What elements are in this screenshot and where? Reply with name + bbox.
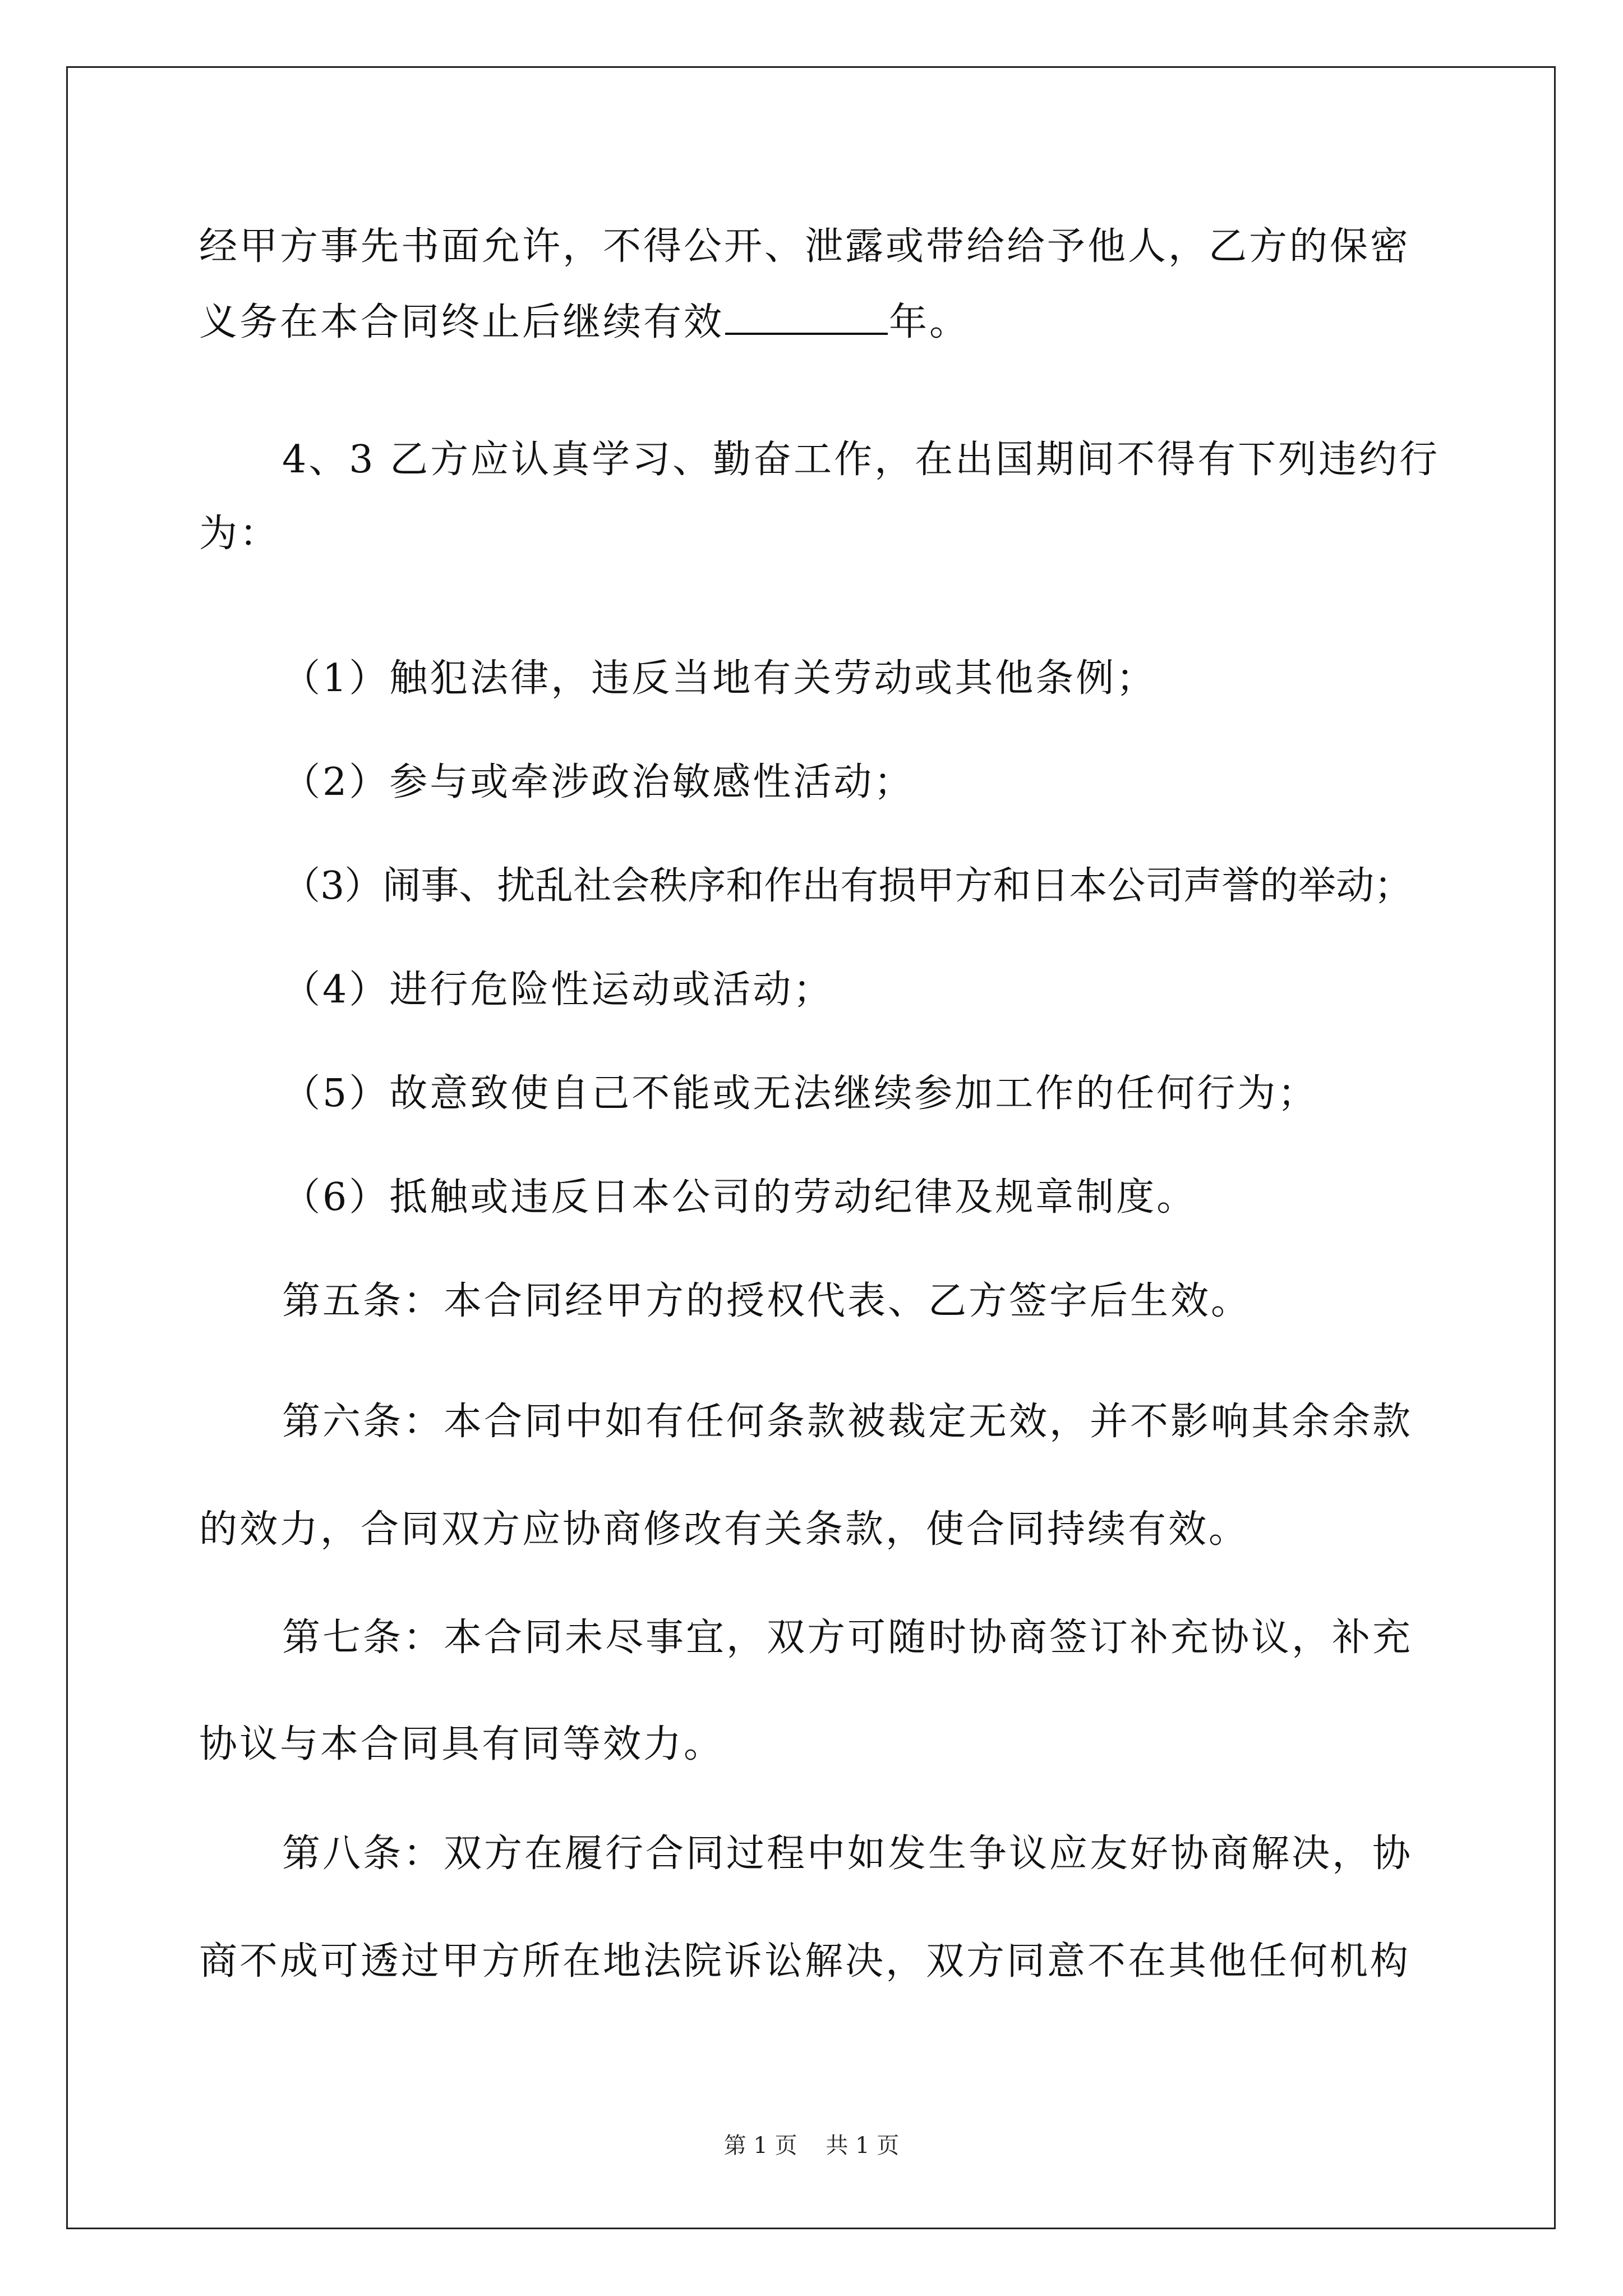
paragraph-line: 协议与本合同具有同等效力。 <box>199 1722 725 1766</box>
list-item: （1）触犯法律，违反当地有关劳动或其他条例； <box>282 656 1157 701</box>
paragraph-line: 的效力，合同双方应协商修改有关条款，使合同持续有效。 <box>199 1507 1249 1552</box>
page-footer: 第 1 页 共 1 页 <box>723 2133 900 2159</box>
fill-in-blank <box>725 300 888 335</box>
paragraph-line <box>199 300 970 345</box>
list-item: （4）进行危险性运动或活动； <box>282 968 834 1012</box>
list-item: （5）故意致使自己不能或无法继续参加工作的任何行为； <box>282 1071 1318 1116</box>
paragraph-line: 第五条：本合同经甲方的授权代表、乙方签字后生效。 <box>282 1279 1252 1323</box>
page-border <box>66 66 1556 2229</box>
line-text: 义务在本合同终止后继续有效 <box>199 300 725 344</box>
paragraph-line: 为： <box>199 512 280 556</box>
list-item: （2）参与或牵涉政治敏感性活动； <box>282 760 915 804</box>
paragraph-line: 第六条：本合同中如有任何条款被裁定无效，并不影响其余余款 <box>282 1400 1413 1444</box>
line-text: 年。 <box>889 300 970 344</box>
paragraph-line: 第七条：本合同未尽事宜，双方可随时协商签订补充协议，补充 <box>282 1616 1413 1660</box>
list-item: （3）闹事、扰乱社会秩序和作出有损甲方和日本公司声誉的举动； <box>282 864 1413 908</box>
paragraph-line: 4、3 乙方应认真学习、勤奋工作，在出国期间不得有下列违约行 <box>282 438 1440 482</box>
paragraph-line: 第八条：双方在履行合同过程中如发生争议应友好协商解决，协 <box>282 1832 1413 1876</box>
paragraph-line: 经甲方事先书面允许，不得公开、泄露或带给给予他人，乙方的保密 <box>199 224 1411 269</box>
paragraph-line: 商不成可透过甲方所在地法院诉讼解决，双方同意不在其他任何机构 <box>199 1939 1411 1984</box>
list-item: （6）抵触或违反日本公司的劳动纪律及规章制度。 <box>282 1175 1197 1220</box>
